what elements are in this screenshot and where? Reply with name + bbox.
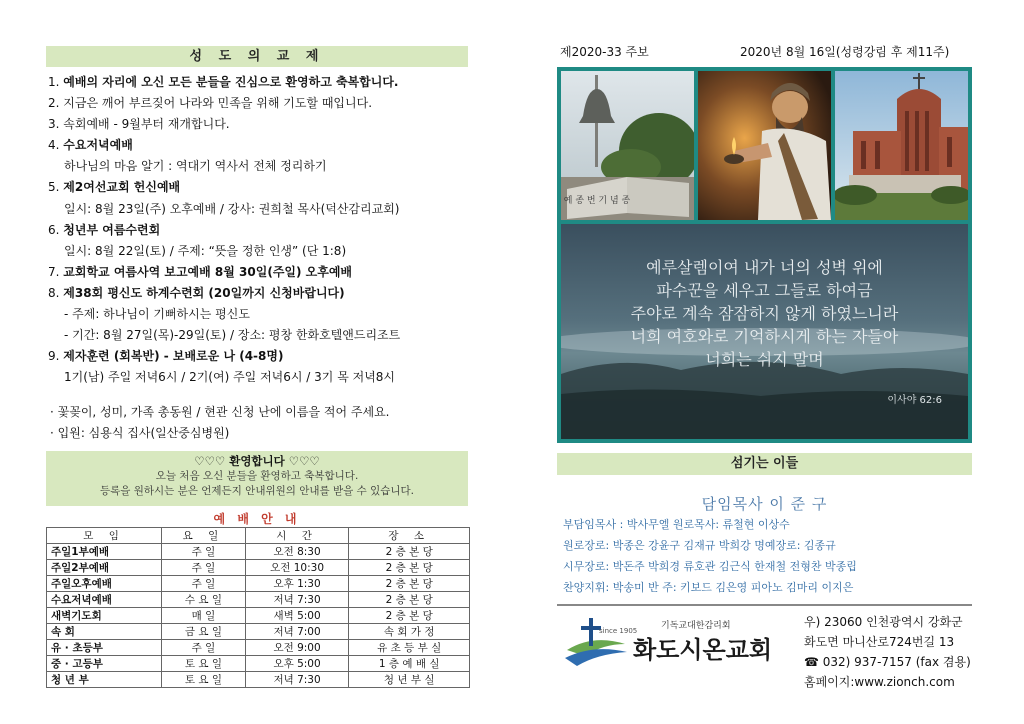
footer-divider bbox=[557, 604, 972, 606]
table-cell: 주일1부예배 bbox=[47, 544, 162, 560]
notice-text: 교회학교 여름사역 보고예배 8월 30일(주일) 오후예배 bbox=[63, 264, 353, 279]
table-cell: 저녁 7:30 bbox=[245, 672, 349, 688]
notice-text: 예배의 자리에 오신 모든 분들을 진심으로 환영하고 축복합니다. bbox=[63, 75, 399, 89]
notice-text: 일시: 8월 23일(주) 오후예배 / 강사: 권희철 목사(덕산감리교회) bbox=[64, 201, 400, 216]
notice-text: - 기간: 8월 27일(목)-29일(토) / 장소: 평창 한화호텔앤드리조트 bbox=[64, 328, 401, 343]
church-logo bbox=[563, 612, 793, 672]
notice-item bbox=[48, 367, 468, 388]
table-cell: 주일2부예배 bbox=[47, 560, 162, 576]
table-cell: 속 회 bbox=[47, 624, 162, 640]
table-cell: 오전 9:00 bbox=[245, 640, 349, 656]
notice-text: - 주제: 하나님이 기뻐하시는 평신도 bbox=[64, 307, 250, 322]
table-cell: 2 층 본 당 bbox=[349, 576, 470, 592]
table-cell: 중 · 고등부 bbox=[47, 656, 162, 672]
table-cell: 주 일 bbox=[162, 576, 246, 592]
table-cell: 저녁 7:30 bbox=[245, 592, 349, 608]
address-line-2: 화도면 마니산로724번길 13 bbox=[804, 635, 955, 649]
table-row bbox=[47, 640, 470, 656]
column-header: 장 소 bbox=[349, 528, 470, 544]
table-row bbox=[47, 544, 470, 560]
notice-list bbox=[48, 72, 468, 388]
table-cell: 주 일 bbox=[162, 640, 246, 656]
notice-text: 제자훈련 (회복반) - 보배로운 나 (4-8명) bbox=[63, 349, 284, 364]
bullet-note: · 꽃꽂이, 성미, 가족 총동원 / 현관 신청 난에 이름을 적어 주세요. bbox=[50, 405, 390, 419]
table-cell: 주 일 bbox=[162, 544, 246, 560]
verse-line: 너희는 쉬지 말며 bbox=[705, 350, 824, 369]
table-row bbox=[47, 656, 470, 672]
members-title: 섬기는 이들 bbox=[730, 456, 799, 471]
welcome-line-2: 등록을 원하시는 분은 언제든지 안내위원의 안내를 받을 수 있습니다. bbox=[99, 485, 415, 497]
table-header-row bbox=[47, 528, 470, 544]
table-cell: 2 층 본 당 bbox=[349, 608, 470, 624]
notice-text: 지금은 깨어 부르짖어 나라와 민족을 위해 기도할 때입니다. bbox=[63, 96, 373, 111]
notice-text: 제38회 평신도 하계수련회 (20일까지 신청바랍니다) bbox=[63, 285, 345, 300]
notice-item bbox=[48, 241, 468, 262]
table-cell: 오후 1:30 bbox=[245, 576, 349, 592]
table-cell: 주 일 bbox=[162, 560, 246, 576]
bullet-notes bbox=[50, 402, 470, 444]
column-header: 시 간 bbox=[245, 528, 349, 544]
column-header: 모 임 bbox=[47, 528, 162, 544]
table-row bbox=[47, 624, 470, 640]
table-cell: 속 회 가 정 bbox=[349, 624, 470, 640]
worship-guide-title: 예 배 안 내 bbox=[213, 512, 301, 526]
table-cell: 유 초 등 부 실 bbox=[349, 640, 470, 656]
table-cell: 저녁 7:00 bbox=[245, 624, 349, 640]
notice-number: 9. bbox=[48, 349, 60, 364]
phone-number: ☎ 032) 937-7157 (fax 겸용) bbox=[804, 655, 971, 669]
verse-reference: 이사야 62:6 bbox=[887, 395, 942, 406]
notice-item bbox=[48, 156, 468, 177]
table-cell: 유 · 초등부 bbox=[47, 640, 162, 656]
notice-text: 속회예배 - 9월부터 재개합니다. bbox=[63, 117, 230, 132]
notice-number: 5. bbox=[48, 180, 60, 195]
church-name: 화도시온교회 bbox=[633, 636, 773, 664]
notice-item bbox=[48, 304, 468, 325]
table-cell: 토 요 일 bbox=[162, 672, 246, 688]
homepage-link[interactable]: 홈페이지:www.zionch.com bbox=[804, 675, 955, 689]
notice-item bbox=[48, 325, 468, 346]
notice-item bbox=[48, 177, 468, 198]
table-cell: 금 요 일 bbox=[162, 624, 246, 640]
table-cell: 1 층 예 배 실 bbox=[349, 656, 470, 672]
member-row: 찬양지휘: 박송미 반 주: 키보드 김은영 피아노 김마리 이지은 bbox=[563, 581, 854, 594]
notice-number: 4. bbox=[48, 138, 60, 153]
table-cell: 2 층 본 당 bbox=[349, 592, 470, 608]
bell-photo bbox=[561, 71, 694, 220]
notice-text: 청년부 여름수련회 bbox=[63, 222, 161, 237]
notice-item bbox=[48, 283, 468, 304]
church-building-photo bbox=[835, 71, 968, 220]
table-cell: 청 년 부 bbox=[47, 672, 162, 688]
table-row bbox=[47, 672, 470, 688]
table-cell: 수요저녁예배 bbox=[47, 592, 162, 608]
welcome-box bbox=[46, 451, 468, 506]
notice-item bbox=[48, 114, 468, 135]
worship-schedule-table bbox=[46, 527, 470, 688]
church-contact bbox=[804, 612, 971, 692]
verse-line: 파수꾼을 세우고 그들로 하여금 bbox=[656, 281, 873, 300]
watchman-photo bbox=[698, 71, 831, 220]
notice-number: 6. bbox=[48, 222, 60, 237]
table-row bbox=[47, 576, 470, 592]
bell-plaque-text: 예 종 번 기 념 종 bbox=[563, 196, 631, 206]
notice-number: 3. bbox=[48, 117, 60, 132]
notice-item bbox=[48, 220, 468, 241]
verse-line: 예루살렘이여 내가 너의 성벽 위에 bbox=[646, 258, 883, 277]
notice-number: 7. bbox=[48, 264, 60, 279]
table-cell: 오후 5:00 bbox=[245, 656, 349, 672]
notice-number: 2. bbox=[48, 96, 60, 111]
table-row bbox=[47, 608, 470, 624]
church-logo-icon bbox=[563, 614, 629, 670]
bulletin-issue: 제2020-33 주보 bbox=[560, 45, 649, 59]
notice-text: 일시: 8월 22일(토) / 주제: “뜻을 정한 인생” (단 1:8) bbox=[64, 243, 347, 258]
notice-item bbox=[48, 135, 468, 156]
logo-since: since 1905 bbox=[599, 627, 638, 635]
notice-item bbox=[48, 199, 468, 220]
table-cell: 오전 8:30 bbox=[245, 544, 349, 560]
address-line-1: 우) 23060 인천광역시 강화군 bbox=[804, 615, 963, 629]
bullet-note: · 입원: 심용식 집사(일산중심병원) bbox=[50, 426, 230, 440]
logo-denomination: 기독교대한감리회 bbox=[661, 621, 731, 631]
notice-item bbox=[48, 346, 468, 367]
fellowship-title: 성 도 의 교 제 bbox=[189, 49, 325, 64]
notice-text: 수요저녁예배 bbox=[63, 138, 133, 153]
table-cell: 수 요 일 bbox=[162, 592, 246, 608]
senior-pastor: 담임목사 이 준 구 bbox=[701, 495, 828, 513]
notice-text: 1기(남) 주일 저녁6시 / 2기(여) 주일 저녁6시 / 3기 목 저녁8시 bbox=[64, 370, 396, 385]
member-row: 부담임목사 : 박사무엘 원로목사: 류철현 이상수 bbox=[563, 518, 790, 531]
verse-text bbox=[561, 256, 968, 371]
verse-line: 주야로 계속 잠잠하지 않게 하였느니라 bbox=[630, 304, 899, 323]
notice-item bbox=[48, 93, 468, 114]
table-cell: 주일오후예배 bbox=[47, 576, 162, 592]
bulletin-date: 2020년 8월 16일(성령강림 후 제11주) bbox=[740, 45, 950, 59]
welcome-line-1: 오늘 처음 오신 분들을 환영하고 축복합니다. bbox=[155, 470, 359, 482]
table-cell: 토 요 일 bbox=[162, 656, 246, 672]
table-cell: 2 층 본 당 bbox=[349, 560, 470, 576]
members-header bbox=[557, 453, 972, 475]
member-row: 원로장로: 박종은 강윤구 김재규 박희강 명예장로: 김종규 bbox=[563, 539, 836, 552]
welcome-title: ♡♡♡ 환영합니다 ♡♡♡ bbox=[194, 454, 320, 468]
notice-text: 하나님의 마음 알기 : 역대기 역사서 전체 정리하기 bbox=[64, 159, 327, 174]
table-cell: 새벽기도회 bbox=[47, 608, 162, 624]
fellowship-header bbox=[46, 46, 468, 67]
notice-number: 8. bbox=[48, 285, 60, 300]
notice-number: 1. bbox=[48, 75, 60, 89]
notice-item bbox=[48, 262, 468, 283]
verse-image bbox=[561, 224, 968, 439]
table-row bbox=[47, 592, 470, 608]
table-row bbox=[47, 560, 470, 576]
column-header: 요 일 bbox=[162, 528, 246, 544]
table-cell: 매 일 bbox=[162, 608, 246, 624]
member-row: 시무장로: 박돈주 박희경 류호관 김근식 한재철 전형찬 박종립 bbox=[563, 560, 857, 573]
photo-collage bbox=[557, 67, 972, 443]
table-cell: 새벽 5:00 bbox=[245, 608, 349, 624]
table-cell: 2 층 본 당 bbox=[349, 544, 470, 560]
table-cell: 청 년 부 실 bbox=[349, 672, 470, 688]
table-cell: 오전 10:30 bbox=[245, 560, 349, 576]
verse-line: 너희 여호와로 기억하시게 하는 자들아 bbox=[630, 327, 899, 346]
notice-text: 제2여선교회 헌신예배 bbox=[63, 180, 181, 195]
notice-item bbox=[48, 72, 468, 93]
